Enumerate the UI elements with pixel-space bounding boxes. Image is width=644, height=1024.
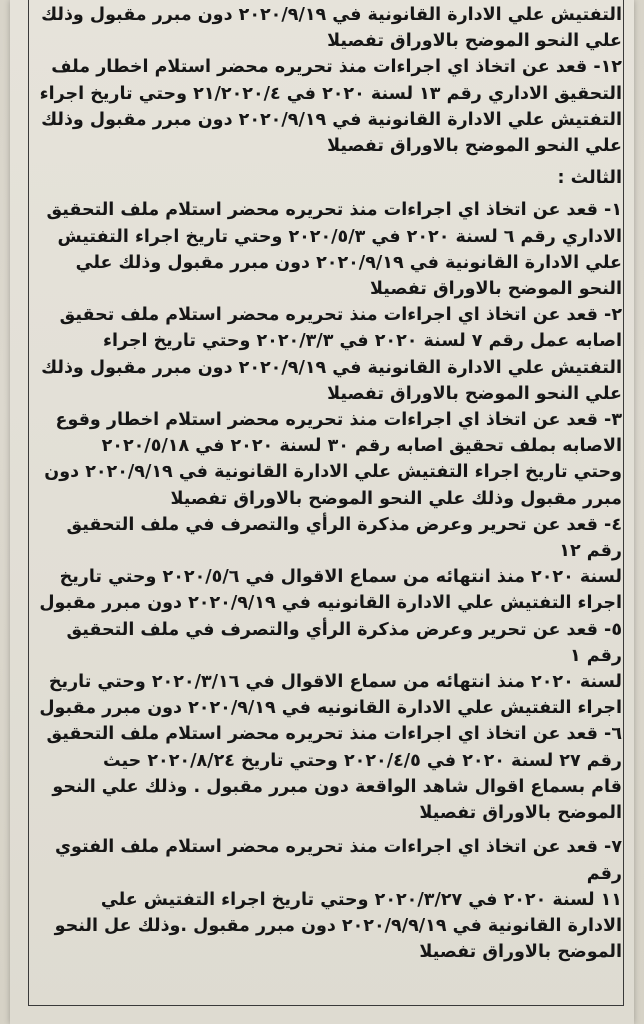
item-2-line-1: قعد عن اتخاذ اي اجراءات منذ تحريره محضر استلام ملف تحقيق <box>59 305 598 326</box>
item-1-line-2: الاداري رقم ٦ لسنة ٢٠٢٠ في ٢٠٢٠/٥/٣ وحتي تاريخ اجراء التفتيش <box>57 226 622 247</box>
item-4-number: ٤- <box>604 514 622 535</box>
list-item-4 <box>34 512 622 617</box>
list-item-5 <box>34 617 622 722</box>
item-5-line-3: اجراء التفتيش علي الادارة القانونيه في ٢٠٢٠/٩/١٩ دون مبرر مقبول <box>39 698 622 719</box>
item-4-line-1: قعد عن تحرير وعرض مذكرة الرأي والتصرف في ملف التحقيق رقم ١٢ <box>66 514 622 562</box>
list-item-1 <box>34 197 622 302</box>
item-6-line-1: قعد عن اتخاذ اي اجراءات منذ تحريره محضر استلام ملف التحقيق <box>46 724 598 745</box>
section-title: الثالث : <box>557 168 622 189</box>
paper-sheet <box>10 0 634 1024</box>
item-7-line-4: الموضح بالاوراق تفصيلا <box>419 942 622 963</box>
item-7-line-1: قعد عن اتخاذ اي اجراءات منذ تحريره محضر استلام ملف الفتوي رقم <box>54 837 622 884</box>
item-3-number: ٣- <box>604 410 622 431</box>
list-item-2 <box>34 302 622 407</box>
item-2-line-3: التفتيش علي الادارة القانونية في ٢٠٢٠/٩/١٩ دون مبرر مقبول وذلك <box>41 357 622 378</box>
item-5-line-2: لسنة ٢٠٢٠ منذ انتهائه من سماع الاقوال في ٢٠٢٠/٣/١٦ وحتي تاريخ <box>48 672 622 693</box>
item-7-line-2: ١١ لسنة ٢٠٢٠ في ٢٠٢٠/٣/٢٧ وحتي تاريخ اجراء التفتيش علي <box>100 889 622 910</box>
list-item-7 <box>34 834 622 965</box>
item-12 <box>34 54 622 159</box>
item-3-line-2: الاصابه بملف تحقيق اصابه رقم ٣٠ لسنة ٢٠٢٠ في ٢٠٢٠/٥/١٨ <box>101 436 622 457</box>
item-3-line-3: وحتي تاريخ اجراء التفتيش علي الادارة القانونية في ٢٠٢٠/٩/١٩ دون <box>44 462 622 483</box>
intro-line-2: علي النحو الموضح بالاوراق تفصيلا <box>327 31 622 52</box>
intro-line-1: التفتيش علي الادارة القانونية في ٢٠٢٠/٩/١٩ دون مبرر مقبول وذلك <box>41 5 622 25</box>
item-2-line-2: اصابه عمل رقم ٧ لسنة ٢٠٢٠ في ٢٠٢٠/٣/٣ وحتي تاريخ اجراء <box>103 331 622 352</box>
item-4-line-3: اجراء التفتيش علي الادارة القانونيه في ٢٠٢٠/٩/١٩ دون مبرر مقبول <box>39 593 622 614</box>
item-1-line-3: علي الادارة القانونية في ٢٠٢٠/٩/١٩ دون مبرر مقبول وذلك علي <box>75 252 622 273</box>
item-12-line-4: علي النحو الموضح بالاوراق تفصيلا <box>327 136 622 157</box>
document-body <box>34 2 622 965</box>
item-6-number: ٦- <box>604 724 622 745</box>
item-3-line-1: قعد عن اتخاذ اي اجراءات منذ تحريره محضر استلام اخطار وقوع <box>55 410 598 431</box>
item-7-line-3: الادارة القانونية في ٢٠٢٠/٩/٩/١٩ دون مبرر مقبول .وذلك عل النحو <box>54 915 622 936</box>
item-6-line-3: قام بسماع اقوال شاهد الواقعة دون مبرر مقبول . وذلك علي النحو <box>52 776 622 797</box>
item-4-line-2: لسنة ٢٠٢٠ منذ انتهائه من سماع الاقوال في ٢٠٢٠/٥/٦ وحتي تاريخ <box>59 567 622 588</box>
item-2-line-4: علي النحو الموضح بالاوراق تفصيلا <box>327 383 622 404</box>
item-1-number: ١- <box>604 200 622 221</box>
item-12-line-1: قعد عن اتخاذ اي اجراءات منذ تحريره محضر استلام اخطار ملف <box>51 57 588 78</box>
item-1-line-4: النحو الموضح بالاوراق تفصيلا <box>370 279 622 300</box>
item-5-line-1: قعد عن تحرير وعرض مذكرة الرأي والتصرف في ملف التحقيق رقم ١ <box>66 619 622 666</box>
item-1-line-1: قعد عن اتخاذ اي اجراءات منذ تحريره محضر استلام ملف التحقيق <box>46 200 598 221</box>
item-12-number: ١٢- <box>593 57 622 78</box>
item-6-line-4: الموضح بالاوراق تفصيلا <box>419 803 622 824</box>
list-item-6 <box>34 721 622 826</box>
item-3-line-4: مبرر مقبول وذلك علي النحو الموضح بالاوراق تفصيلا <box>170 488 622 509</box>
item-12-line-2: التحقيق الاداري رقم ١٣ لسنة ٢٠٢٠ في ٢١/٢٠٢٠/٤ وحتي تاريخ اجراء <box>39 83 622 104</box>
list-item-3 <box>34 407 622 512</box>
item-2-number: ٢- <box>604 305 622 326</box>
item-5-number: ٥- <box>604 619 622 640</box>
item-6-line-2: رقم ٢٧ لسنة ٢٠٢٠ في ٢٠٢٠/٤/٥ وحتي تاريخ ٢٠٢٠/٨/٢٤ حيث <box>103 750 622 771</box>
item-12-line-3: التفتيش علي الادارة القانونية في ٢٠٢٠/٩/١٩ دون مبرر مقبول وذلك <box>41 109 622 130</box>
item-7-number: ٧- <box>604 837 622 858</box>
